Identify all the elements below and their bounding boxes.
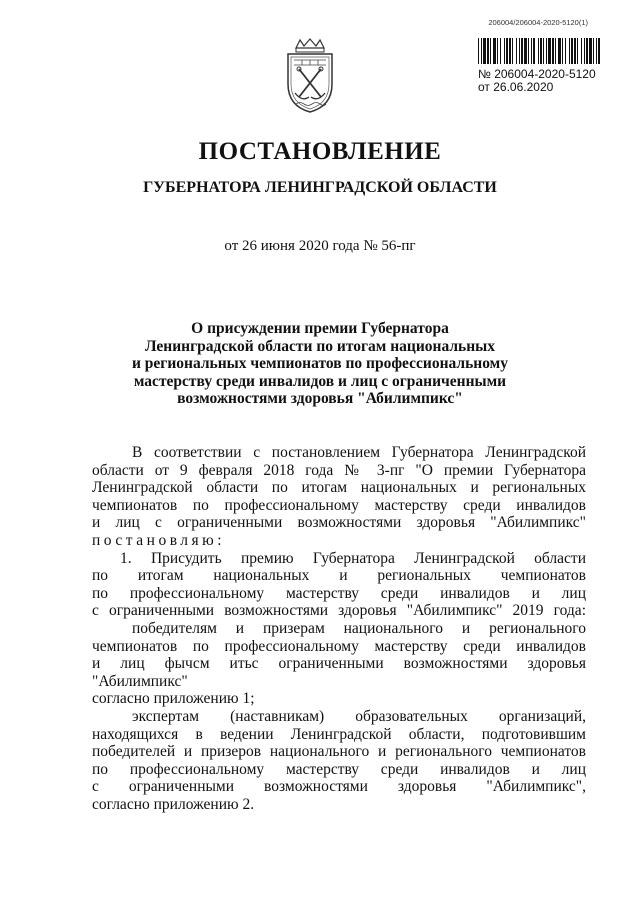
document-title: ПОСТАНОВЛЕНИЕ xyxy=(198,138,442,165)
body-line: Ленинградской области по итогам национальных и региональных xyxy=(92,479,586,497)
subject-line: Ленинградской области по итогам национальных xyxy=(144,337,496,355)
body-line: В соответствии с постановлением Губернатора Ленинградской xyxy=(132,444,586,461)
document-code: 206004/206004-2020-5120(1) xyxy=(488,18,588,27)
decree-date-number: от 26 июня 2020 года № 56-пг xyxy=(224,238,416,254)
subject-line: О присуждении премии Губернатора xyxy=(191,320,449,337)
body-line: чемпионатов по профессиональному мастерству среди инвалидов xyxy=(92,637,586,655)
body-line: 1. Присудить премию Губернатора Ленинградской области xyxy=(120,549,586,567)
body-line: по итогам национальных и региональных чемпионатов xyxy=(92,567,586,585)
body-line: чемпионатов по профессиональному мастерству среди инвалидов xyxy=(92,496,586,514)
body-line: области от 9 февраля 2018 года № 3-пг "О премии Губернатора xyxy=(92,461,586,479)
body-line: с ограниченными возможностями здоровья "Абилимпикс", xyxy=(92,778,586,796)
body-line: по профессиональному мастерству среди инвалидов и лиц xyxy=(92,760,586,778)
body-line: экспертам (наставникам) образовательных организаций, xyxy=(132,707,586,725)
body-line: победителям и призерам национального и регионального xyxy=(132,619,586,637)
registration-date: от 26.06.2020 xyxy=(478,80,554,94)
decree-subject xyxy=(120,320,520,408)
body-line: согласно приложению 2. xyxy=(92,795,255,813)
subject-line: и региональных чемпионатов по профессиональному xyxy=(132,355,508,372)
registration-number: № 206004-2020-5120 xyxy=(478,67,596,81)
subject-line: возможностями здоровья "Абилимпикс" xyxy=(177,390,463,407)
registration-block xyxy=(478,38,600,94)
body-line: согласно приложению 1; xyxy=(92,690,255,708)
subject-line: мастерству среди инвалидов и лиц с ограниченными xyxy=(133,372,507,390)
body-line: и лиц с ограниченными возможностями здоровья "Абилимпикс" xyxy=(92,514,586,532)
coat-of-arms-icon xyxy=(282,38,338,114)
decree-body xyxy=(92,444,586,813)
body-line: победителей и призеров национального и регионального чемпионатов xyxy=(92,743,586,761)
body-line: постановляю: xyxy=(92,531,226,549)
barcode-icon xyxy=(478,38,600,64)
body-line: с ограниченными возможностями здоровья "Абилимпикс" 2019 года: xyxy=(92,602,586,620)
body-line: по профессиональному мастерству среди инвалидов и лиц xyxy=(92,584,586,602)
body-line: и лиц фычсм итьс ограниченными возможностями здоровья "Абилимпикс" xyxy=(92,655,586,690)
document-subtitle: ГУБЕРНАТОРА ЛЕНИНГРАДСКОЙ ОБЛАСТИ xyxy=(143,179,497,196)
body-line: находящихся в ведении Ленинградской области, подготовившим xyxy=(92,725,586,743)
